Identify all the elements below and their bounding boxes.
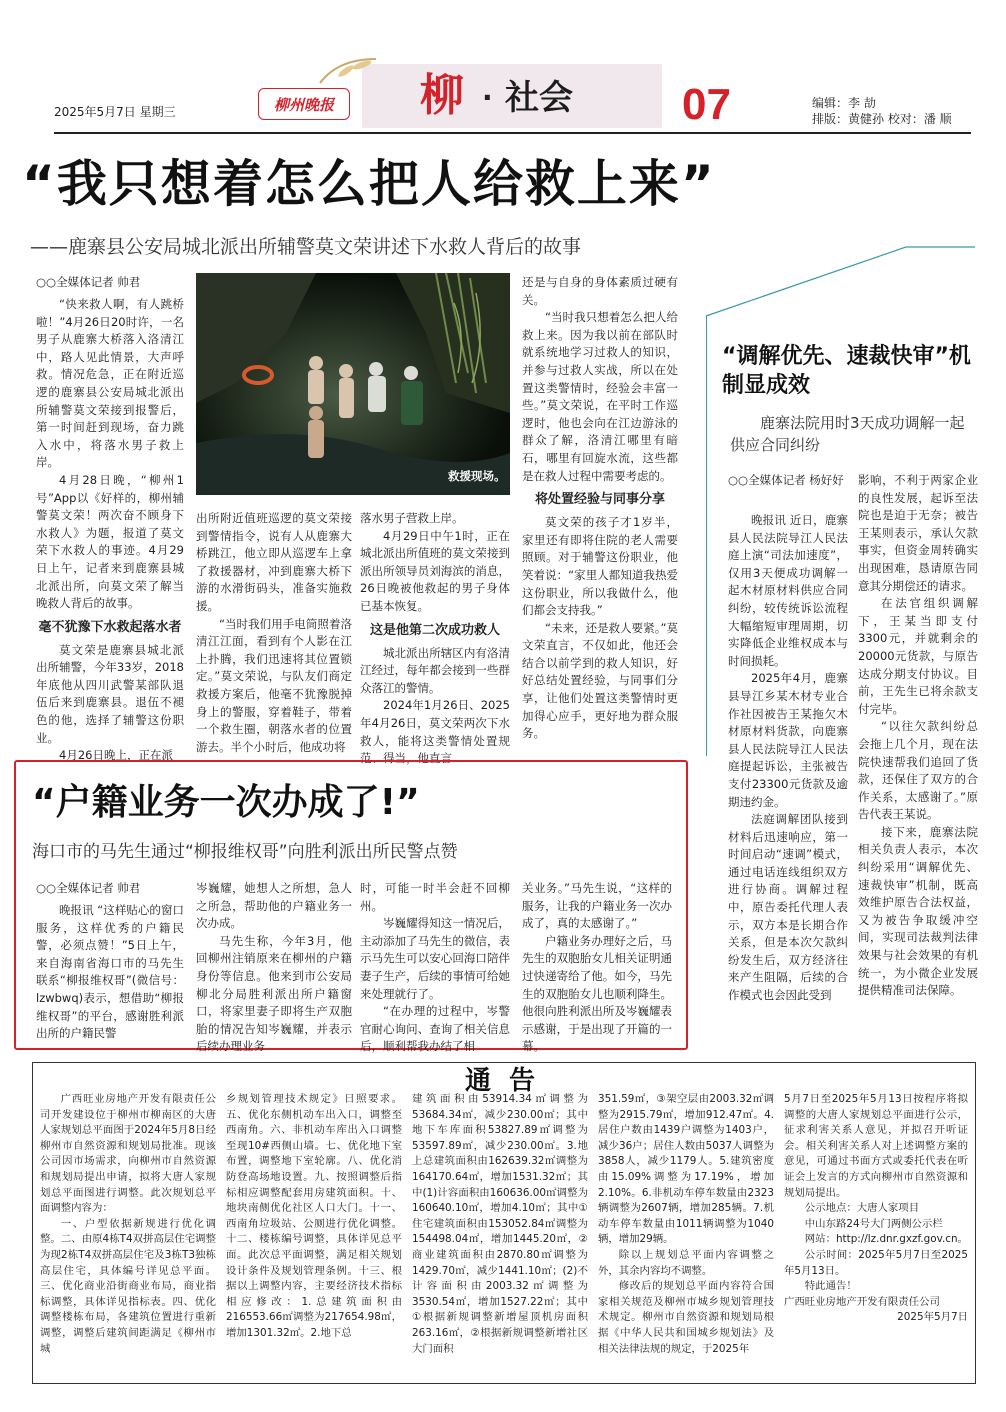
notice-title: 通 告 (464, 1066, 536, 1096)
lead-c1-subheading: 毫不犹豫下水救起落水者 (38, 619, 182, 635)
paper-logo (258, 88, 350, 120)
notice-c5-p2: 公示地点：大唐人家项目 (804, 1202, 920, 1215)
rescue-photo (196, 273, 510, 495)
lead-byline: ○○全媒体记者 帅君 (36, 275, 141, 289)
lead-c3-p2: 4月29日中午1时，正在城北派出所值班的莫文荣接到派出所领导员刘海滨的消息，26日晚被他救起的男子身体已基本恢复。 (360, 528, 510, 613)
side-c1-p3: 法庭调解团队接到材料后迅速响应，第一时间启动“速调”模式，通过电话连线组织双方进行协商。调解过程中，原告委托代理人表示，双方本是长期合作关系，但是本次欠款纠纷发生后，双方经济往来产生阻隔，后续的合作模式也会因此受到 (728, 812, 848, 1003)
editor-credit: 编辑：李 劼 (812, 96, 876, 110)
side-column-2 (858, 472, 978, 1012)
lead-c2-p1: 出所附近值班巡逻的莫文荣接到警情指令，说有人从鹿寨大桥跳江，他立即从巡逻车上拿了救援器材，冲到鹿寨大桥下游的水滑街码头，准备实施救援。 (196, 511, 352, 613)
lead-c1-p4: 4月26日晚上，正在派 (59, 748, 173, 763)
notice-c5-p3: 中山东路24号大门两侧公示栏 (804, 1217, 943, 1230)
side-c2-p2: 在法官组织调解下，王某当即支付3300元，并就剩余的20000元货款，与原告达成分期支付协议。目前，王先生已将余款支付完毕。 (858, 596, 978, 716)
lead-c3-p1: 落水男子营救上岸。 (360, 511, 464, 525)
notice-c1-p1: 广西旺业房地产开发有限责任公司开发建设位于柳州市柳南区的大唐人家规划总平面图于2024年5月8日经柳州市自然资源和规划局批准。现该公司因市场需求，向柳州市自然资源和规划局提出申请，拟将大唐人家规划总平面图进行调整。此次规划总平面调整内容为： (40, 1093, 216, 1215)
lead-column-3 (360, 510, 510, 766)
side-story-divider (706, 316, 707, 756)
notice-c5-p1: 5月7日至2025年5月13日按程序将拟调整的大唐人家规划总平面进行公示，征求利害关系人意见，并拟召开听证会。相关利害关系人对上述调整方案的意见，可通过书面方式或委托代表在听证会上发言的方式向柳州市自然资源和规划局提出。 (784, 1093, 968, 1199)
side-subhead: 鹿寨法院用时3天成功调解一起供应合同纠纷 (730, 414, 965, 454)
lead-column-4 (522, 274, 678, 741)
page-number: 07 (682, 80, 731, 129)
lead-column-2 (196, 510, 352, 754)
paper-logo-text: 柳州晚报 (273, 95, 334, 114)
second-c3-p1: 时，可能一时半会赶不回柳州。 (360, 881, 510, 913)
notice-c2-p1: 乡规划管理技术规定》日照要求。五、优化东侧机动车出入口，调整至西南角。六、非机动车库出入口调整至现10#西侧山墙。七、优化地下室布置，调整地下室轮廓。八、优化消防登高场地设置。九、按照调整后指标相应调整配套用房建筑面积。十、地块南侧优化社区人口大门。十一、西南角垃圾站、公厕进行优化调整。十二、楼栋编号调整，具体详见总平面。此次总平面调整，满足相关规划设计条件及规划管理条例。十三、根据以上调整内容，主要经济技术指标相应修改：1.总建筑面积由216553.66㎡调整为217654.98㎡，增加1301.32㎡。2.地下总 (226, 1093, 402, 1339)
notice-c1-p2: 一、户型依据新规进行优化调整。二、由原4栋T4双拼高层住宅调整为现2栋T4双拼高层住宅及3栋T3独栋高层住宅，具体编号详见总平面。三、优化商业沿街商业布局，商业指标调整，具体详见指标表。四、优化调整楼栋布局，各建筑位置进行重新调整，调整后建筑间距满足《柳州市城 (40, 1217, 216, 1355)
side-c2-p1: 影响，不利于两家企业的良性发展，起诉至法院也是迫于无奈；被告王某则表示，承认欠款事实，但资金周转确实出现困难，恳请原告同意其分期偿还的请求。 (858, 473, 978, 593)
lead-c4-p4: “未来，还是救人要紧。”莫文荣直言，不仅如此，他还会结合以前学到的救人知识，好好总结处置经验，与同事们分享，让他们处置这类警情时更加得心应手，更好地为群众服务。 (522, 620, 678, 741)
second-c1-p1: 晚报讯 “这样贴心的窗口服务，这样优秀的户籍民警，必须点赞！”5日上午，来自海南省海口市的马先生联系“柳报维权哥”(微信号：lzwbwq)表示，想借助“柳报维权哥”的平台，感谢胜利派出所的户籍民警 (36, 903, 184, 1041)
second-byline: ○○全媒体记者 帅君 (36, 881, 141, 895)
section-separator: · (482, 81, 493, 114)
masthead-rule (54, 132, 971, 134)
lead-headline: “我只想着怎么把人给救上来” (22, 155, 716, 213)
lead-c4-p1: 还是与自身的身体素质过硬有关。 (522, 275, 678, 307)
second-c4-p1: 关业务。”马先生说，“这样的服务，让我的户籍业务一次办成了，真的太感谢了。” (522, 881, 672, 931)
second-column-2 (196, 880, 352, 1054)
notice-c3-p1: 建筑面积由53914.34㎡调整为53684.34㎡，减少230.00㎡；其中地下车库面积53827.89㎡调整为53597.89㎡，减少230.00㎡。3.地上总建筑面积由162639.32㎡调整为164170.64㎡，增加1531.32㎡；其中(1)计容面积由160636.00㎡调整为160640.10㎡，增加4.10㎡；其中①住宅建筑面积由153052.84㎡调整为154498.04㎡，增加1445.20㎡，②商业建筑面积由2870.80㎡调整为1429.70㎡，减少1441.10㎡；(2)不计容面积由2003.32㎡调整为3530.54㎡，增加1527.22㎡；其中①根据新规调整新增屋顶机房面积263.16㎡，②根据新规调整新增社区大门面积 (412, 1093, 588, 1355)
notice-column-2 (226, 1092, 402, 1382)
section-big-char: 柳 (420, 70, 464, 121)
second-c3-p2: 岑巍耀得知这一情况后，主动添加了马先生的微信，表示马先生可以安心回海口陪伴妻子生产，后续的事情可给她来处理就行了。 (360, 916, 510, 1001)
lead-subhead: ——鹿寨县公安局城北派出所辅警莫文荣讲述下水救人背后的故事 (30, 236, 582, 258)
lead-c1-p1: “快来救人啊，有人跳桥啦！”4月26日20时许，一名男子从鹿寨大桥落入洛清江中，路人见此情景，大声呼救。情况危急，正在附近巡逻的鹿寨县公安局城北派出所辅警莫文荣接到报警后，第一时间赶到现场，奋力跳入水中，将落水男子救上岸。 (36, 297, 184, 470)
notice-column-1 (40, 1092, 216, 1382)
notice-column-4 (598, 1092, 774, 1382)
notice-c5-p5: 公示时间：2025年5月7日至2025年5月13日。 (784, 1248, 968, 1277)
lead-c2-p2: “当时我们用手电筒照着洛清江江面，看到有个人影在江上扑腾，我们迅速将其位置锁定。”莫文荣说，与队友们商定救援方案后，他毫不犹豫脱掉身上的警服，穿着鞋子，带着一个救生圈，朝落水者的位置游去。半个小时后，他成功将 (196, 616, 352, 754)
side-c2-p4: 接下来，鹿寨法院相关负责人表示，本次纠纷采用“调解优先、速裁快审”机制，既高效维护原告合法权益，又为被告争取缓冲空间，实现司法裁判法律效果与社会效果的有机统一，为小微企业发展提供精准司法保障。 (858, 824, 978, 998)
second-headline: “户籍业务一次办成了!” (32, 782, 420, 823)
notice-c4-p3: 修改后的规划总平面内容符合国家相关规范及柳州市城乡规划管理技术规定。柳州市自然资源和规划局根据《中华人民共和国城乡规划法》及相关法律法规的规定，于2025年 (598, 1280, 774, 1355)
notice-column-5 (784, 1092, 968, 1382)
notice-c5-p6: 特此通告！ (804, 1280, 857, 1293)
side-story-top-rule (706, 245, 976, 317)
side-column-1 (728, 512, 848, 1012)
side-c1-p2: 2025年4月，鹿寨县导江乡某木材专业合作社因被告王某拖欠木材原材料货款，向鹿寨县人民法院导江人民法庭提起诉讼，主张被告支付23300元货款及逾期违约金。 (728, 671, 848, 809)
lead-c3-p3: 城北派出所辖区内有洛清江经过，每年都会接到一些群众落江的警情。 (360, 645, 510, 695)
lead-c4-p3: 莫文荣的孩子才1岁半，家里还有即将住院的老人需要照顾。对于辅警这份职业，他笑着说：“家里人都知道我热爱这份职业，所以我做什么，他们都会支持我。” (522, 515, 678, 618)
photo-caption: 救援现场。 (448, 469, 506, 483)
second-column-4 (522, 880, 672, 1054)
willow-leaf-icon (318, 55, 378, 85)
side-byline: ○○全媒体记者 杨好好 (728, 473, 844, 487)
notice-c5-p4: 网站：http://lz.dnr.gxzf.gov.cn。 (804, 1233, 968, 1246)
lead-c4-p2: “当时我只想着怎么把人给救上来。因为我以前在部队时就系统地学习过救人的知识，并参与过救人实战，所以在处置这类警情时，经验会丰富一些。”莫文荣说，在平时工作巡逻时，他也会向在江边游泳的群众了解，洛清江哪里有暗石，哪里有回旋水流，这些都是在救人过程中需要考虑的。 (522, 310, 678, 483)
section-name: 社会 (505, 78, 573, 118)
lead-c1-p2: 4月28日晚，“柳州1号”App以《好样的，柳州辅警莫文荣！两次奋不顾身下水救人》为题，报道了莫文荣下水救人的事迹。4月29日上午，记者来到鹿寨县城北派出所，向莫文荣了解当晚救人背后的故事。 (36, 472, 184, 611)
second-c2-p1: 岑巍耀，她想人之所想，急人之所急，帮助他的户籍业务一次办成。 (196, 881, 352, 931)
second-c2-p2: 马先生称，今年3月，他回柳州注销原来在柳州的户籍身份等信息。他来到市公安局柳北分局胜利派出所户籍窗口，将家里妻子即将生产双胞胎的情况告知岑巍耀，并表示后续办理业务 (196, 933, 352, 1054)
notice-c4-p1: 351.59㎡，③架空层由2003.32㎡调整为2915.79㎡，增加912.47㎡。4.居住户数由1439户调整为1403户，减少36户；居住人数由5037人调整为3858人，减少1179人。5.建筑密度由15.09%调整为17.19%，增加2.10%。6.非机动车停车数量由2323辆调整为2607辆，增加285辆。7.机动车停车数量由1011辆调整为1040辆，增加29辆。 (598, 1093, 774, 1246)
layout-credit: 排版：黄健孙 校对：潘 顺 (812, 112, 952, 126)
side-headline: “调解优先、速裁快审”机制显成效 (722, 344, 971, 398)
second-column-1 (36, 902, 184, 1042)
second-c4-p2: 户籍业务办理好之后，马先生的双胞胎女儿相关证明通过快递寄给了他。如今，马先生的双胞胎女儿也顺利降生。他很向胜利派出所及岑巍耀表示感谢，于是出现了开篇的一幕。 (522, 933, 672, 1054)
lead-c1-p3: 莫文荣是鹿寨县城北派出所辅警，今年33岁，2018年底他从四川武警某部队退伍后来到鹿寨县。退伍不褪色的他，选择了辅警这份职业。 (36, 642, 184, 745)
second-column-3 (360, 880, 510, 1054)
second-c3-p3: “在办理的过程中，岑警官耐心询问、查询了相关信息后，顺利帮我办结了相 (360, 1004, 510, 1054)
notice-c4-p2: 除以上规划总平面内容调整之外，其余内容均不调整。 (598, 1248, 774, 1277)
lead-c3-p4: 2024年1月26日、2025年4月26日，莫文荣两次下水救人，能将这类警情处置规范、得当，他直言 (360, 698, 510, 766)
side-c2-p3: “以往欠款纠纷总会拖上几个月，现在法院快速帮我们追回了货款，还保住了双方的合作关系，太感谢了。”原告代表王某说。 (858, 719, 978, 822)
notice-c5-p7: 广西旺业房地产开发有限责任公司 (784, 1295, 940, 1308)
notice-column-3 (412, 1092, 588, 1382)
notice-c5-p8: 2025年5月7日 (897, 1311, 968, 1324)
lead-column-1 (36, 296, 184, 763)
lead-c3-subheading: 这是他第二次成功救人 (369, 622, 500, 638)
masthead-date: 2025年5月7日 星期三 (54, 105, 176, 119)
side-c1-p1: 晚报讯 近日，鹿寨县人民法院导江人民法庭上演“司法加速度”，仅用3天便成功调解一起木材原材料供应合同纠纷，较传统诉讼流程大幅缩短审理周期，切实降低企业维权成本与时间损耗。 (728, 513, 848, 668)
second-subhead: 海口市的马先生通过“柳报维权哥”向胜利派出所民警点赞 (32, 842, 458, 862)
lead-c4-subheading: 将处置经验与同事分享 (534, 492, 665, 508)
